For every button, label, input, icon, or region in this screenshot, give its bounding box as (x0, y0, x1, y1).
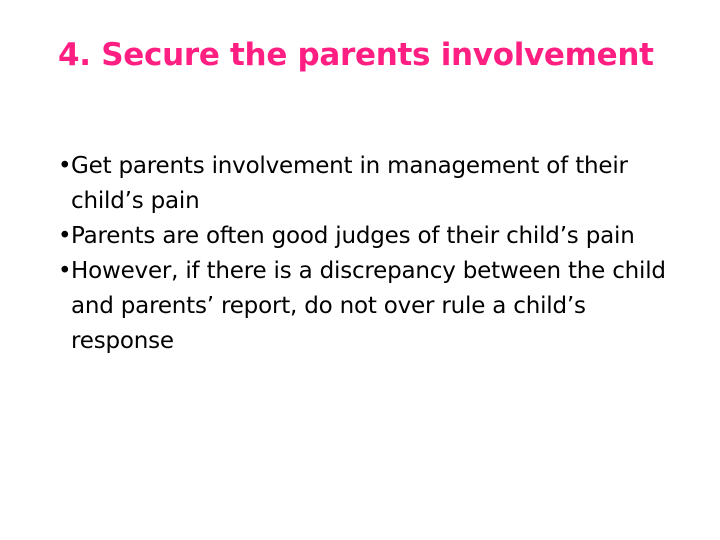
bullet-dot-icon: • (58, 258, 72, 284)
bullet-dot-icon: • (58, 223, 72, 249)
bullet-dot-icon: • (58, 153, 72, 179)
bullet-text: Get parents involvement in management of their child’s pain (71, 153, 628, 214)
bullet-text: Parents are often good judges of their child’s pain (71, 223, 635, 249)
bullet-text: However, if there is a discrepancy between the child and parents’ report, do not over rule a child’s response (71, 258, 666, 354)
bullet-item (58, 254, 678, 359)
bullet-item (58, 149, 678, 219)
bullet-item (58, 219, 678, 254)
bullet-list (58, 149, 678, 359)
slide-title: 4. Secure the parents involvement (58, 37, 654, 73)
